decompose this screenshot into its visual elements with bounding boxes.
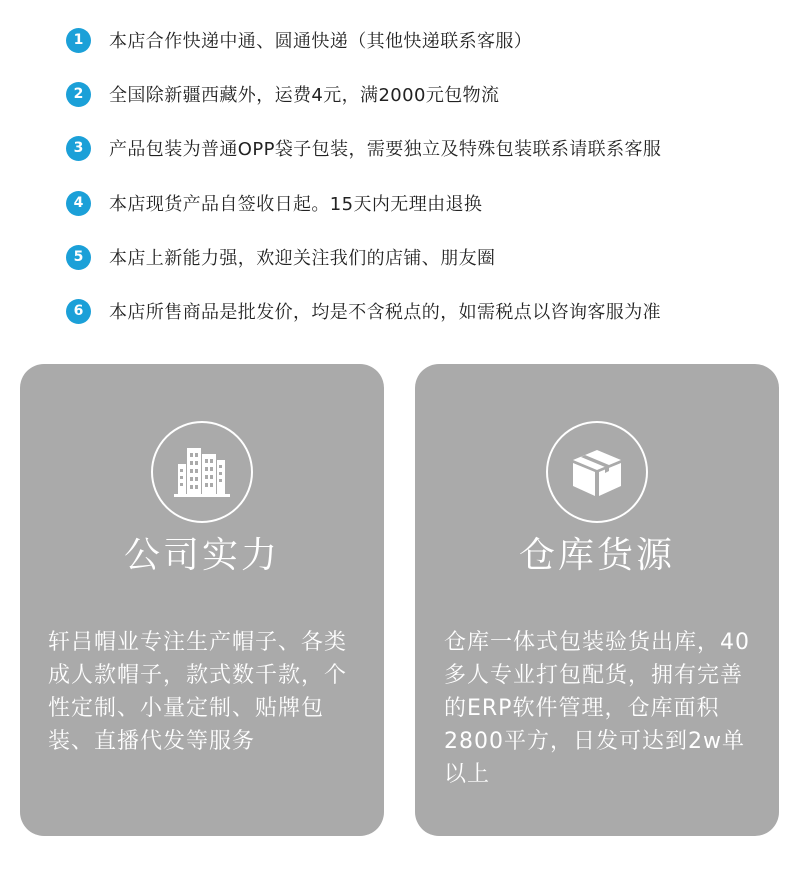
notice-item-4 [66, 190, 482, 216]
warehouse-supply-card [415, 364, 779, 836]
card-title: 公司实力 [123, 535, 280, 576]
card-description: 仓库一体式包装验货出库，40多人专业打包配货，拥有完善的ERP软件管理，仓库面积2800平方，日发可达到2w单以上 [444, 630, 750, 787]
notice-number-badge: 4 [66, 191, 91, 216]
notice-item-6 [66, 298, 661, 324]
notice-item-1 [66, 27, 532, 53]
notice-text: 本店上新能力强，欢迎关注我们的店铺、朋友圈 [109, 248, 496, 269]
notice-number-badge: 1 [66, 28, 91, 53]
footer-mask [0, 836, 790, 892]
notice-number-badge: 5 [66, 245, 91, 270]
notice-item-2 [66, 81, 499, 107]
card-description: 轩吕帽业专注生产帽子、各类成人款帽子，款式数千款，个性定制、小量定制、贴牌包装、直播代发等服务 [48, 630, 348, 754]
notice-number-badge: 2 [66, 82, 91, 107]
card-title: 仓库货源 [518, 535, 675, 576]
notice-item-3 [66, 135, 661, 161]
company-strength-card [20, 364, 384, 836]
package-box-icon [546, 421, 648, 523]
notice-text: 本店现货产品自签收日起。15天内无理由退换 [109, 194, 483, 215]
notice-text: 全国除新疆西藏外，运费4元，满2000元包物流 [109, 85, 500, 106]
notice-text: 产品包装为普通OPP袋子包装，需要独立及特殊包装联系请联系客服 [109, 139, 662, 160]
notice-item-5 [66, 244, 495, 270]
notice-number-badge: 3 [66, 136, 91, 161]
notice-text: 本店所售商品是批发价，均是不含税点的，如需税点以咨询客服为准 [109, 302, 661, 323]
notice-number-badge: 6 [66, 299, 91, 324]
building-icon [151, 421, 253, 523]
notice-text: 本店合作快递中通、圆通快递（其他快递联系客服） [109, 31, 533, 52]
